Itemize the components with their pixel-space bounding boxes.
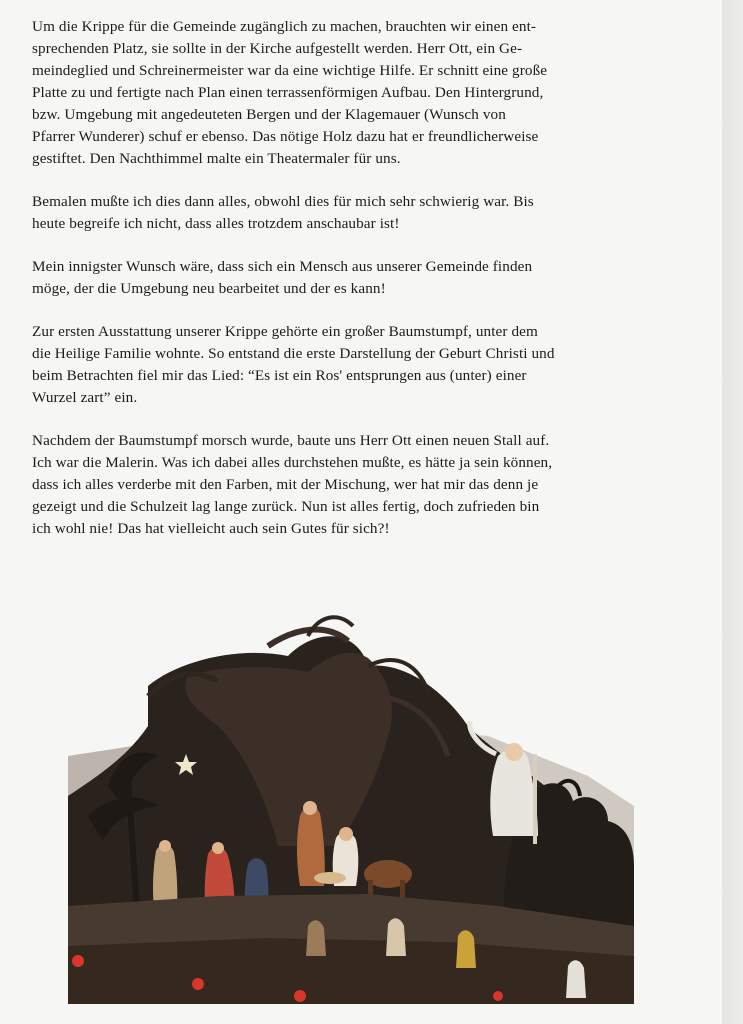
- text-line: heute begreife ich nicht, dass alles trotzdem anschaubar ist!: [32, 215, 400, 232]
- text-line: bzw. Umgebung mit angedeuteten Bergen und der Klagemauer (Wunsch von: [32, 106, 506, 123]
- text-line: die Heilige Familie wohnte. So entstand die erste Darstellung der Geburt Christi und: [32, 345, 555, 362]
- text-line: Ich war die Malerin. Was ich dabei alles durchstehen mußte, es hätte ja sein können,: [32, 454, 553, 471]
- photo-illustration: [68, 606, 634, 1004]
- article-text: [32, 16, 704, 561]
- paragraph-1: [32, 16, 704, 170]
- text-line: beim Betrachten fiel mir das Lied: “Es ist ein Ros' entsprungen aus (unter) einer: [32, 367, 527, 384]
- text-line: dass ich alles verderbe mit den Farben, mit der Mischung, wer hat mir das denn je: [32, 476, 539, 493]
- text-line: Platte zu und fertigte nach Plan einen terrassenförmigen Aufbau. Den Hintergrund,: [32, 84, 544, 101]
- text-line: Um die Krippe für die Gemeinde zugänglich zu machen, brauchten wir einen ent-: [32, 18, 537, 35]
- text-line: ich wohl nie! Das hat vielleicht auch sein Gutes für sich?!: [32, 520, 390, 537]
- text-line: sprechenden Platz, sie sollte in der Kirche aufgestellt werden. Herr Ott, ein Ge-: [32, 40, 523, 57]
- text-line: Wurzel zart” ein.: [32, 389, 138, 406]
- text-line: gezeigt und die Schulzeit lag lange zurück. Nun ist alles fertig, doch zufrieden bin: [32, 498, 540, 515]
- paragraph-3: [32, 256, 704, 300]
- paragraph-4: [32, 321, 704, 409]
- text-line: Pfarrer Wunderer) schuf er ebenso. Das nötige Holz dazu hat er freundlicherweise: [32, 128, 539, 145]
- text-line: Bemalen mußte ich dies dann alles, obwohl dies für mich sehr schwierig war. Bis: [32, 193, 534, 210]
- nativity-scene-photo: [68, 606, 634, 1004]
- text-line: Zur ersten Ausstattung unserer Krippe gehörte ein großer Baumstumpf, unter dem: [32, 323, 538, 340]
- page-edge: [722, 0, 743, 1024]
- paragraph-2: [32, 191, 704, 235]
- text-line: Nachdem der Baumstumpf morsch wurde, baute uns Herr Ott einen neuen Stall auf.: [32, 432, 550, 449]
- text-line: meindeglied und Schreinermeister war da eine wichtige Hilfe. Er schnitt eine große: [32, 62, 548, 79]
- paragraph-5: [32, 430, 704, 540]
- text-line: Mein innigster Wunsch wäre, dass sich ein Mensch aus unserer Gemeinde finden: [32, 258, 533, 275]
- text-line: gestiftet. Den Nachthimmel malte ein Theatermaler für uns.: [32, 150, 401, 167]
- text-line: möge, der die Umgebung neu bearbeitet und der es kann!: [32, 280, 386, 297]
